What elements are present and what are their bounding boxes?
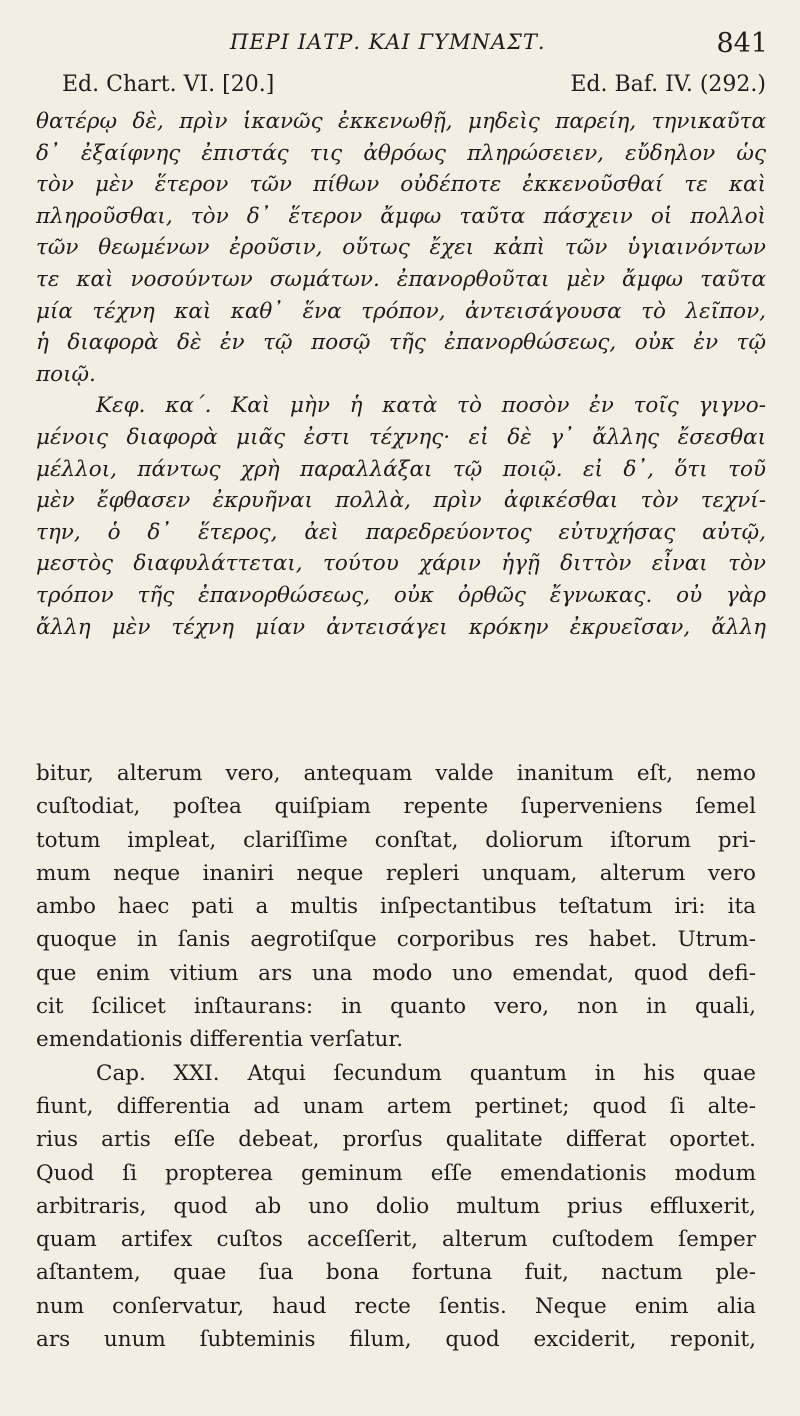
latin-line: emendationis differentia verſatur. — [36, 1027, 404, 1053]
latin-line: arbitraris, quod ab uno dolio multum prius effluxerit, — [36, 1193, 756, 1219]
greek-line: πληροῦσθαι, τὸν δ᾽ ἕτερον ἄμφω ταῦτα πάσχειν οἱ πολλοὶ — [36, 203, 766, 229]
greek-line: ἄλλη μὲν τέχνη μίαν ἀντεισάγει κρόκην ἐκρυεῖσαν, ἄλλη — [36, 614, 766, 640]
edition-chartier: Ed. Chart. VI. [20.] — [62, 72, 275, 97]
greek-text-block — [36, 106, 766, 643]
latin-line: quam artifex cuſtos acceſſerit, alterum cuſtodem ſemper — [36, 1227, 756, 1253]
greek-line: ἡ διαφορὰ δὲ ἐν τῷ ποσῷ τῆς ἐπανορθώσεως, οὐκ ἐν τῷ — [36, 330, 766, 356]
greek-line: ποιῷ. — [36, 361, 96, 387]
latin-line: Quod ſi propterea geminum eſſe emendationis modum — [36, 1160, 756, 1186]
latin-line: ambo haec pati a multis inſpectantibus teſtatum iri: ita — [36, 894, 756, 920]
greek-line: μία τέχνη καὶ καθ᾽ ἕνα τρόπον, ἀντεισάγουσα τὸ λεῖπον, — [36, 298, 766, 324]
latin-line: que enim vitium ars una modo uno emendat, quod defi- — [36, 960, 756, 986]
running-title: ΠΕΡΙ ΙΑΤΡ. ΚΑΙ ΓΥΜΝΑΣΤ. — [230, 30, 546, 54]
greek-line: θατέρῳ δὲ, πρὶν ἱκανῶς ἐκκενωθῇ, μηδεὶς παρείη, τηνικαῦτα — [36, 109, 766, 134]
greek-line: τὸν μὲν ἕτερον τῶν πίθων οὐδέποτε ἐκκενοῦσθαί τε καὶ — [36, 172, 766, 198]
running-head — [0, 28, 800, 62]
latin-line: rius artis eſſe debeat, prorſus qualitate differat oportet. — [36, 1127, 756, 1153]
page-number: 841 — [716, 28, 768, 59]
latin-text-block — [36, 757, 756, 1356]
latin-line: fiunt, differentia ad unam artem pertinet; quod ſi alte- — [36, 1093, 756, 1119]
latin-line: mum neque inaniri neque repleri unquam, alterum vero — [36, 860, 756, 886]
latin-line: ars unum ſubteminis filum, quod exciderit, reponit, — [36, 1327, 756, 1353]
greek-line: τρόπον τῆς ἐπανορθώσεως, οὐκ ὀρθῶς ἔγνωκας. οὐ γὰρ — [36, 582, 766, 608]
latin-line: quoque in ſanis aegrotiſque corporibus res habet. Utrum- — [36, 927, 756, 953]
greek-line: μέλλοι, πάντως χρὴ παραλλάξαι τῷ ποιῷ. εἰ δ᾽, ὅτι τοῦ — [36, 456, 766, 482]
greek-line: μένοις διαφορὰ μιᾶς ἐστι τέχνης· εἰ δὲ γ᾽ ἄλλης ἔσεσθαι — [36, 424, 766, 450]
latin-line: bitur, alterum vero, antequam valde inanitum eſt, nemo — [36, 761, 756, 786]
greek-line: τῶν θεωμένων ἐροῦσιν, οὕτως ἔχει κἀπὶ τῶν ὑγιαινόντων — [36, 235, 766, 261]
greek-chapter-heading-line: Κεφ. κα΄. Καὶ μὴν ἡ κατὰ τὸ ποσὸν ἐν τοῖς γιγνο- — [96, 393, 766, 419]
greek-line: μεστὸς διαφυλάττεται, τούτου χάριν ἡγῇ διττὸν εἶναι τὸν — [36, 551, 766, 577]
latin-chapter-heading-line: Cap. XXI. Atqui ſecundum quantum in his quae — [96, 1060, 756, 1086]
greek-line: δ᾽ ἐξαίφνης ἐπιστάς τις ἀθρόως πληρώσειεν, εὔδηλον ὡς — [36, 140, 766, 166]
greek-line: την, ὁ δ᾽ ἕτερος, ἀεὶ παρεδρεύοντος εὐτυχήσας αὐτῷ, — [36, 519, 766, 545]
edition-basel: Ed. Baf. IV. (292.) — [570, 72, 766, 97]
greek-line: μὲν ἔφθασεν ἐκρυῆναι πολλὰ, πρὶν ἀφικέσθαι τὸν τεχνί- — [36, 488, 766, 514]
latin-line: aſtantem, quae ſua bona fortuna fuit, nactum ple- — [36, 1260, 756, 1286]
latin-line: cit ſcilicet inſtaurans: in quanto vero, non in quali, — [36, 994, 756, 1020]
latin-line: num conſervatur, haud recte ſentis. Neque enim alia — [36, 1293, 756, 1319]
latin-line: cuſtodiat, poſtea quiſpiam repente ſuperveniens ſemel — [36, 794, 756, 820]
latin-line: totum impleat, clariſſime conſtat, doliorum iſtorum pri- — [36, 827, 756, 853]
edition-references — [62, 72, 766, 102]
greek-line: τε καὶ νοσούντων σωμάτων. ἐπανορθοῦται μὲν ἄμφω ταῦτα — [36, 266, 766, 292]
